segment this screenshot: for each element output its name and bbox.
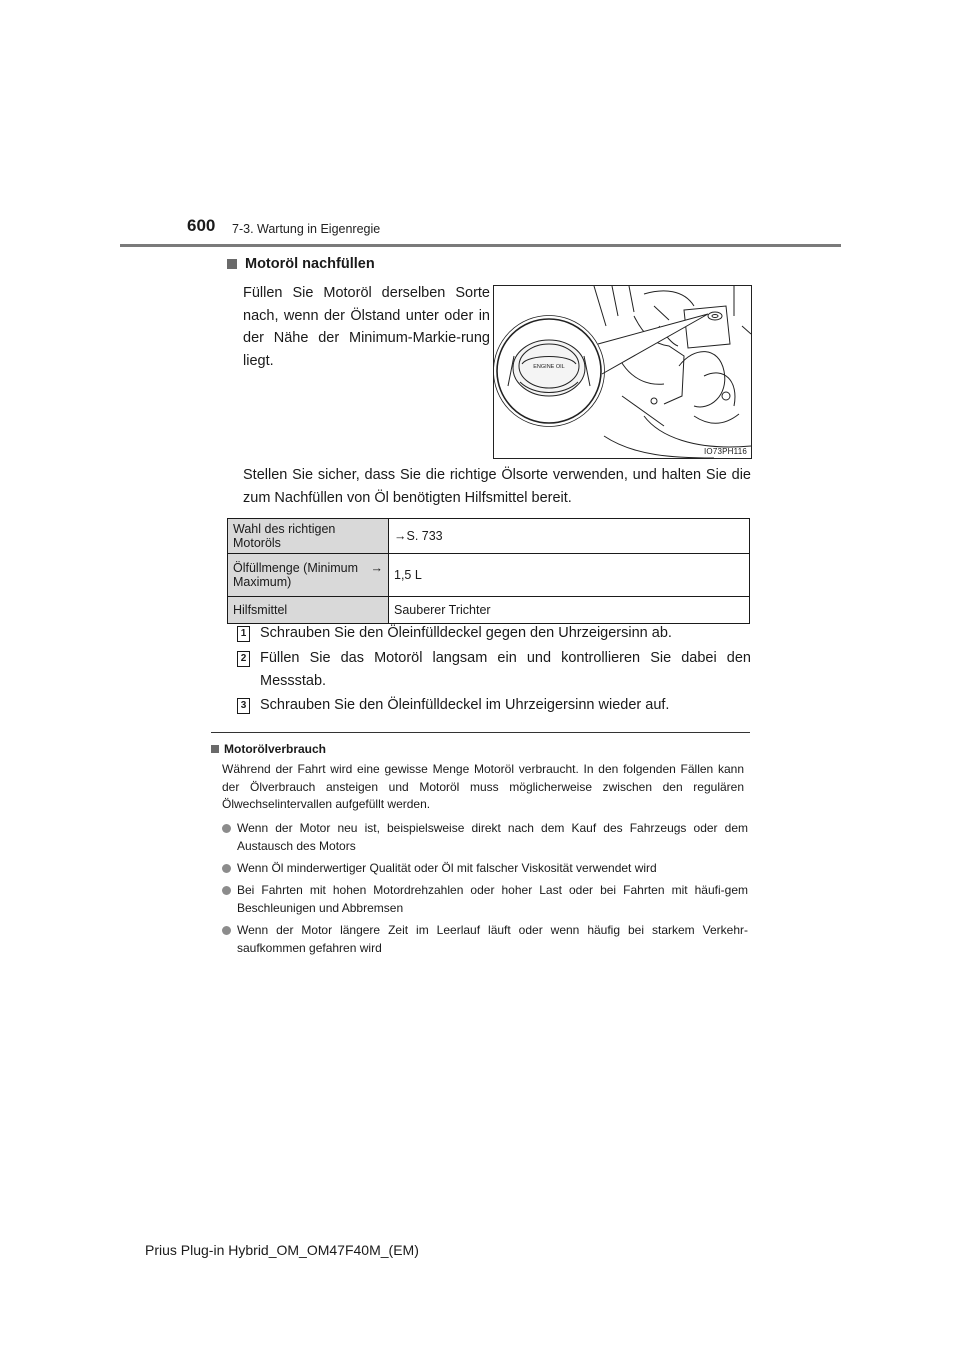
table-value: Sauberer Trichter [389,597,750,624]
step-number: 3 [237,698,250,714]
consumption-paragraph: Während der Fahrt wird eine gewisse Menge Motoröl verbraucht. In den folgenden Fällen kann der Ölverbrauch ansteigen und Motoröl muss möglicherweise zwischen den regulären Ölwechselintervallen aufgefüllt werden. [222,762,744,811]
square-bullet-icon [211,745,219,753]
arrow-icon: → [370,561,383,575]
bullet-dot-icon [222,926,231,935]
header-rule [120,244,841,247]
list-item-text: Wenn der Motor längere Zeit im Leerlauf läuft oder wenn häufig bei starkem Verkehr-saufkommen gefahren wird [237,923,748,955]
table-row [228,554,750,597]
list-item [222,860,748,878]
list-item [222,820,748,855]
step-text: Füllen Sie das Motoröl langsam ein und kontrollieren Sie dabei den Messstab. [260,650,751,689]
table-row [228,597,750,624]
intro-text: Füllen Sie Motoröl derselben Sorte nach, wenn der Ölstand unter oder in der Nähe der Minimum-Markie-rung liegt. [243,285,490,369]
oil-spec-table [227,518,750,624]
section-title-text: Motoröl nachfüllen [245,256,375,272]
engine-illustration [493,285,752,459]
step-number: 2 [237,651,250,667]
section-title [227,256,375,272]
list-item-text: Bei Fahrten mit hohen Motordrehzahlen oder hoher Last oder bei Fahrten mit häufi-gem Beschleunigen und Abbremsen [237,883,748,915]
step-3 [237,694,751,717]
oil-cap-label: ENGINE OIL [533,364,565,370]
consumption-title [211,742,326,756]
list-item [222,922,748,957]
table-value: →S. 733 [389,519,750,554]
table-label-part: Ölfüllmenge (Minimum [233,561,359,575]
page-number: 600 [187,216,216,235]
step-text: Schrauben Sie den Öleinfülldeckel im Uhrzeigersinn wieder auf. [260,697,670,713]
table-row [228,519,750,554]
table-value: 1,5 L [389,554,750,597]
bullet-dot-icon [222,864,231,873]
table-label [228,554,389,597]
list-item-text: Wenn Öl minderwertiger Qualität oder Öl mit falscher Viskosität verwendet wird [237,861,657,875]
section-header: 7-3. Wartung in Eigenregie [232,222,381,236]
step-number: 1 [237,626,250,642]
step-2 [237,647,751,692]
section-divider [211,732,750,733]
figure-code: IO73PH116 [703,447,747,456]
engine-bay-drawing [494,286,751,458]
list-item-text: Wenn der Motor neu ist, beispielsweise direkt nach dem Kauf des Fahrzeugs oder dem Austausch des Motors [237,821,748,853]
table-label-part: Maximum) [233,575,292,589]
footer-model-code: Prius Plug-in Hybrid_OM_OM47F40M_(EM) [145,1242,419,1258]
step-1 [237,622,751,645]
bullet-dot-icon [222,824,231,833]
table-label: Hilfsmittel [228,597,389,624]
list-item [222,882,748,917]
square-bullet-icon [227,259,237,269]
table-label: Wahl des richtigen Motoröls [228,519,389,554]
consumption-title-text: Motorölverbrauch [224,742,327,756]
step-text: Schrauben Sie den Öleinfülldeckel gegen den Uhrzeigersinn ab. [260,625,672,641]
preparation-note: Stellen Sie sicher, dass Sie die richtige Ölsorte verwenden, und halten Sie die zum Nachfüllen von Öl benötigten Hilfsmittel bereit. [243,467,751,506]
bullet-dot-icon [222,886,231,895]
